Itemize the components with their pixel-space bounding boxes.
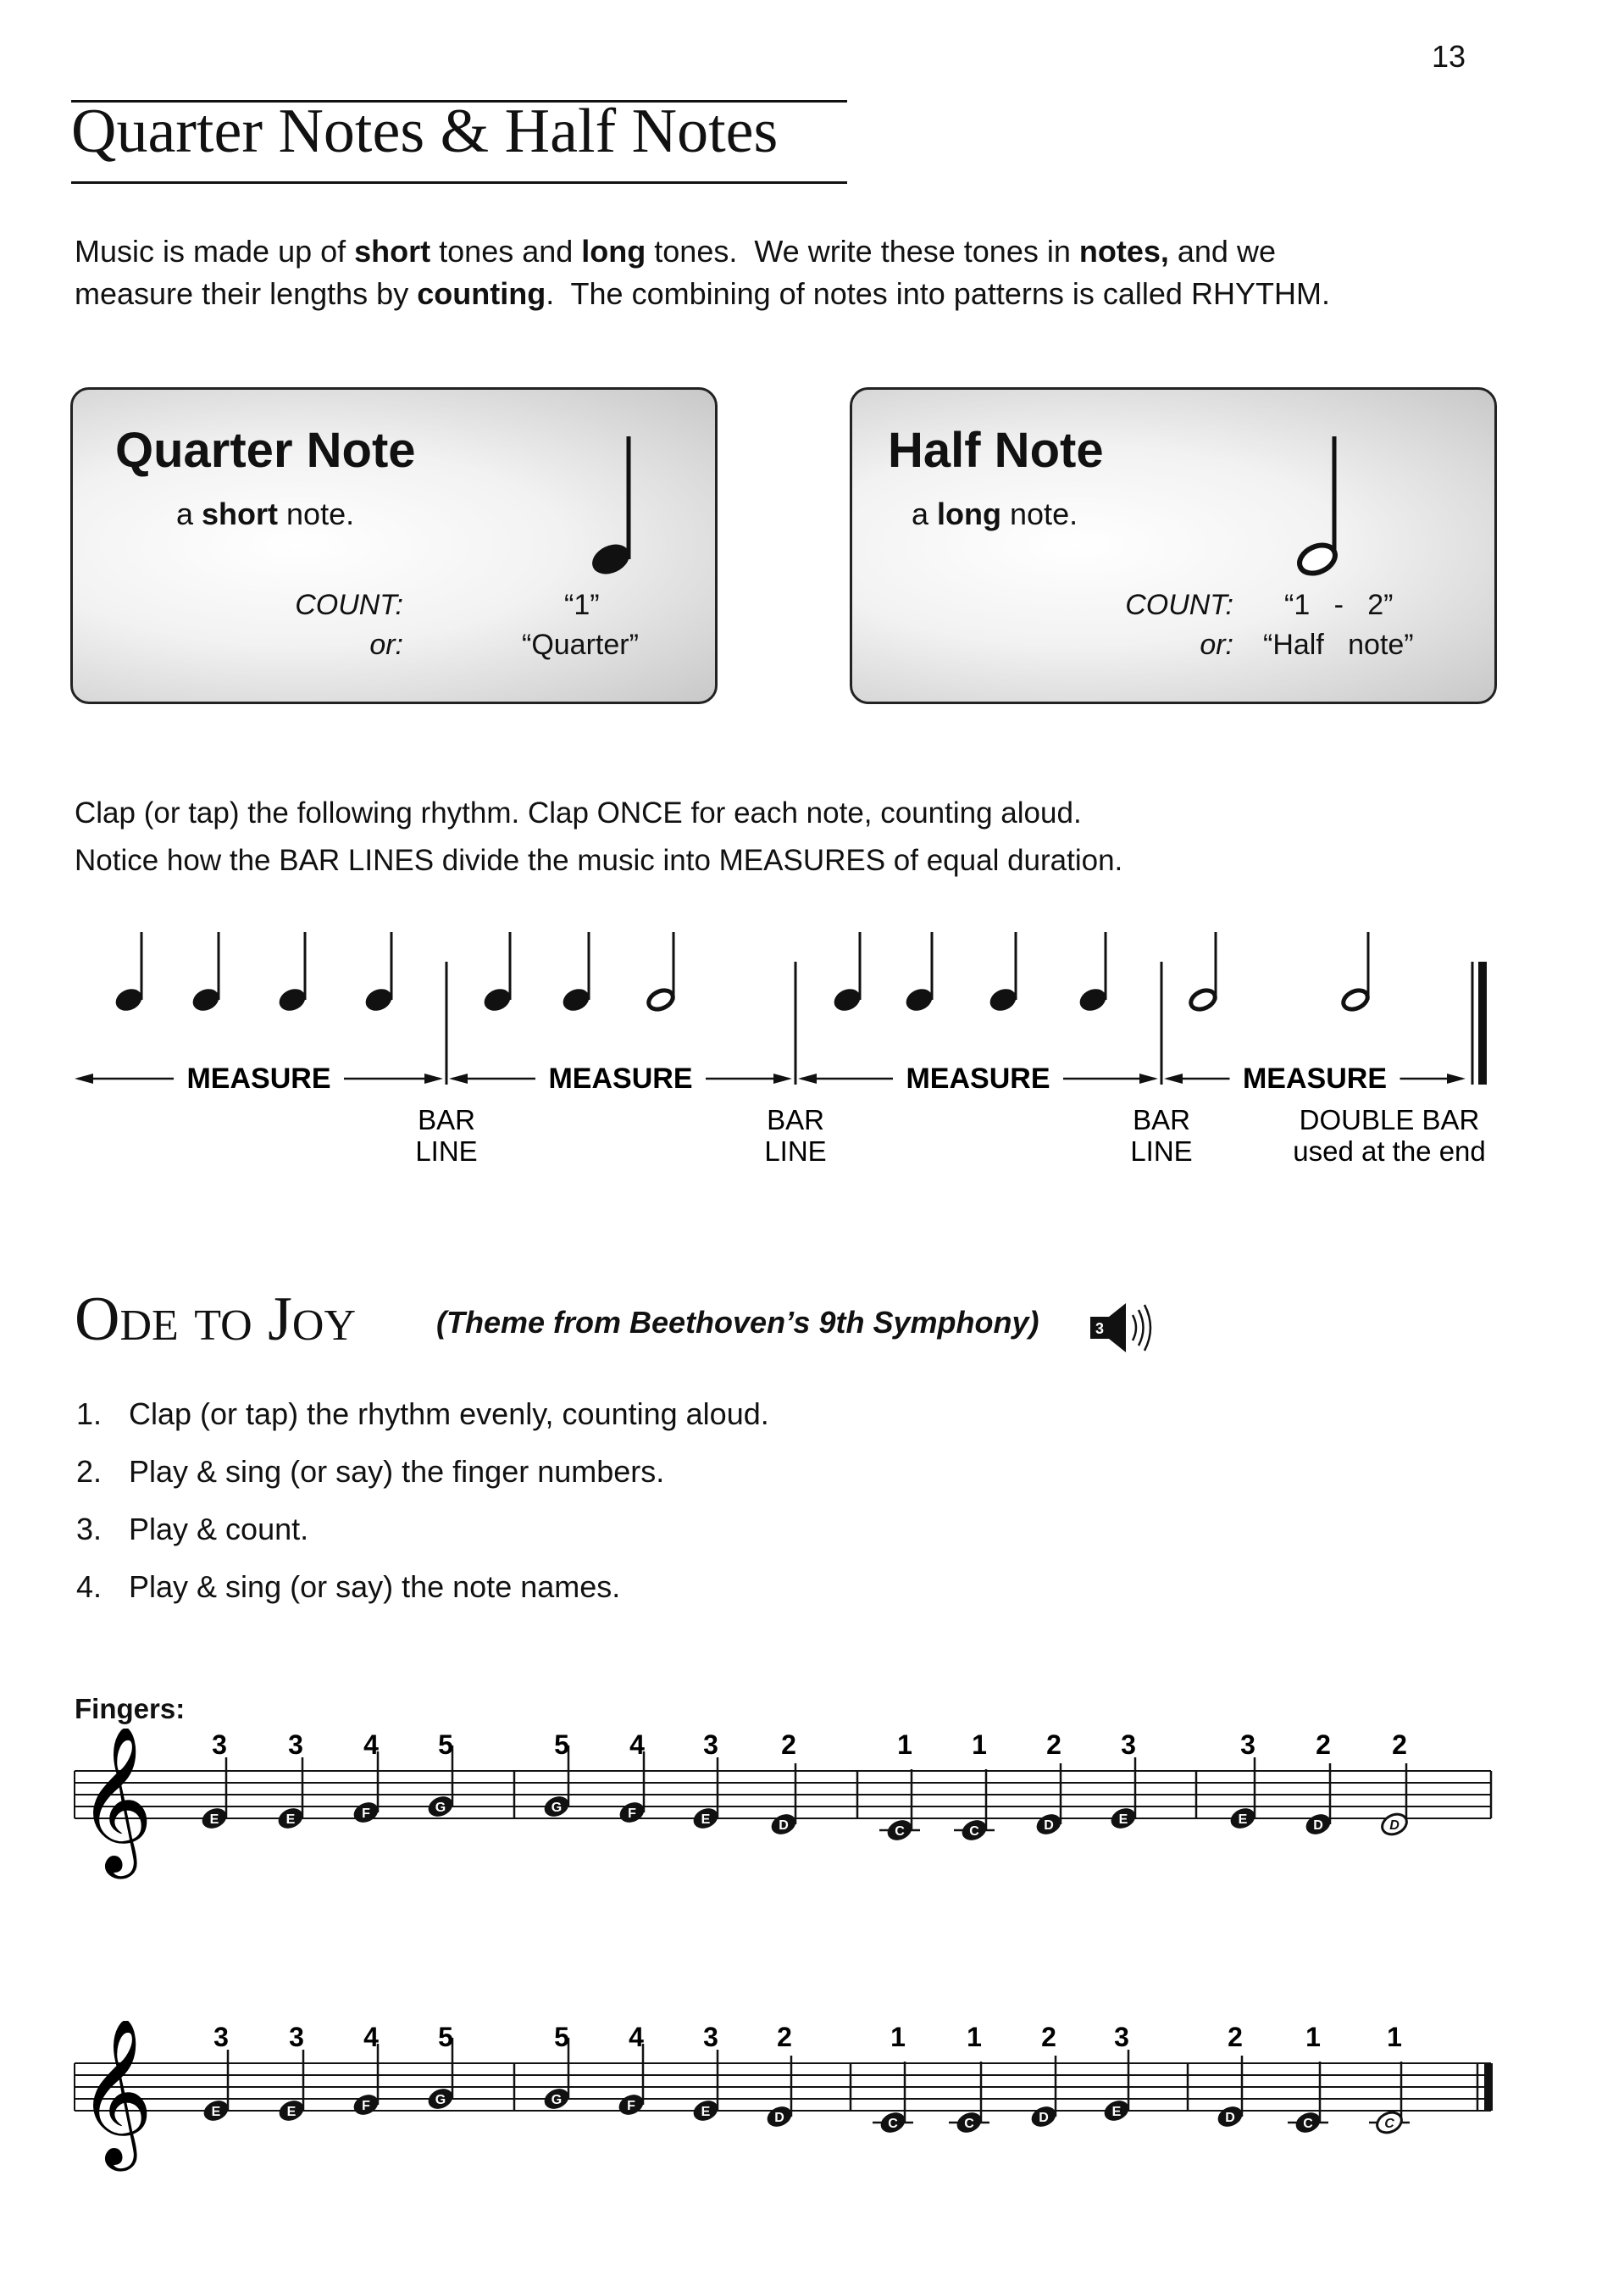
double-bar-label: used at the end (1293, 1135, 1486, 1167)
quarter-note (764, 2056, 795, 2130)
step-number: 3. (76, 1512, 103, 1546)
card-title: Half Note (888, 423, 1104, 478)
finger-number: 1 (1305, 2022, 1321, 2052)
bar-line-label: BAR (767, 1104, 824, 1135)
bar-line-label: BAR (418, 1104, 475, 1135)
note-name: F (362, 2099, 370, 2113)
clap-line-2: Notice how the BAR LINES divide the music into MEASURES of equal duration. (75, 844, 1123, 877)
note-name: C (895, 1824, 905, 1839)
finger-number: 3 (1240, 1729, 1255, 1760)
step-item (76, 1396, 769, 1454)
ode-title: Ode to Joy (75, 1285, 357, 1354)
quarter-note-icon (573, 432, 649, 585)
intro-line-1 (75, 230, 1515, 273)
rhythm-diagram (0, 924, 1624, 1195)
count-value: “1” (564, 589, 600, 621)
step-text: Play & sing (or say) the note names. (129, 1569, 621, 1604)
finger-number: 1 (1387, 2022, 1402, 2052)
quarter-note (351, 1751, 381, 1826)
note-name: F (362, 1806, 370, 1821)
finger-number: 2 (1228, 2022, 1243, 2052)
finger-number: 2 (781, 1729, 796, 1760)
note-name: G (435, 2093, 446, 2107)
finger-number: 3 (1121, 1729, 1136, 1760)
finger-number: 5 (438, 2022, 453, 2052)
half-note (1188, 932, 1218, 1013)
staff-line-1 (0, 1729, 1624, 1932)
step-text: Play & sing (or say) the finger numbers. (129, 1454, 665, 1489)
finger-number: 5 (438, 1729, 453, 1760)
note-name: C (964, 2117, 974, 2131)
quarter-note (1215, 2056, 1245, 2130)
measure-label: MEASURE (906, 1063, 1050, 1095)
intro-paragraph (75, 230, 1515, 315)
quarter-note-card (70, 387, 718, 704)
sub-text: note. (1001, 497, 1078, 531)
finger-number: 5 (554, 1729, 569, 1760)
sub-text: a (176, 497, 202, 531)
quarter-note (275, 932, 308, 1015)
ode-subtitle[interactable]: (Theme from Beethoven’s 9th Symphony) (436, 1305, 1039, 1340)
half-note (1379, 1763, 1410, 1838)
card-subtitle (176, 497, 354, 532)
quarter-note (1303, 1763, 1333, 1838)
step-number: 4. (76, 1569, 103, 1604)
sub-text: note. (278, 497, 355, 531)
sub-bold: long (937, 497, 1002, 531)
note-name: E (285, 1812, 296, 1827)
bar-line-label: LINE (1130, 1135, 1193, 1167)
half-note (646, 932, 676, 1013)
step-text: Clap (or tap) the rhythm evenly, counting aloud. (129, 1396, 769, 1431)
quarter-note (189, 932, 222, 1015)
finger-number: 3 (703, 1729, 718, 1760)
quarter-note (351, 2044, 381, 2118)
finger-number: 4 (363, 1729, 379, 1760)
final-bar-thick (1484, 2063, 1493, 2111)
bar-line-label: BAR (1133, 1104, 1190, 1135)
note-name: E (211, 2105, 221, 2119)
bar-line-label: LINE (764, 1135, 827, 1167)
title-bottom-rule (71, 181, 847, 184)
quarter-note (830, 932, 863, 1015)
step-item (76, 1512, 769, 1569)
step-number: 1. (76, 1396, 103, 1431)
clap-line-1: Clap (or tap) the following rhythm. Clap ONCE for each note, counting aloud. (75, 796, 1082, 830)
note-name: E (286, 2105, 297, 2119)
sub-text: a (912, 497, 938, 531)
fingers-label: Fingers: (75, 1693, 186, 1724)
step-item (76, 1569, 769, 1627)
quarter-note (480, 932, 513, 1015)
finger-number: 1 (967, 2022, 982, 2052)
finger-number: 3 (289, 2022, 304, 2052)
quarter-note (1028, 2056, 1059, 2130)
measure-label: MEASURE (1242, 1063, 1388, 1095)
half-note-card (850, 387, 1497, 704)
finger-number: 5 (554, 2022, 569, 2052)
note-name: D (1389, 1818, 1400, 1833)
quarter-note (362, 932, 395, 1015)
intro-text: and we (1168, 234, 1276, 269)
step-text: Play & count. (129, 1512, 309, 1546)
note-name: E (1118, 1812, 1128, 1827)
quarter-note (768, 1763, 799, 1838)
finger-number: 3 (212, 1729, 227, 1760)
intro-text: Music is made up of (75, 234, 355, 269)
or-value: “Quarter” (522, 629, 639, 661)
note-name: C (1384, 2117, 1394, 2131)
note-name: G (551, 2093, 563, 2107)
finger-number: 4 (629, 2022, 644, 2052)
count-value: “1 - 2” (1284, 589, 1394, 621)
finger-number: 4 (629, 1729, 645, 1760)
intro-bold-text: counting (417, 276, 546, 311)
note-name: E (701, 2105, 711, 2119)
finger-number: 2 (1316, 1729, 1331, 1760)
card-title: Quarter Note (115, 423, 416, 478)
note-name: D (1225, 2111, 1235, 2125)
finger-number: 2 (777, 2022, 792, 2052)
finger-number: 1 (890, 2022, 906, 2052)
note-name: C (1303, 2117, 1313, 2131)
step-number: 2. (76, 1454, 103, 1489)
clap-instructions (75, 790, 1515, 885)
count-label: COUNT: (1125, 589, 1233, 621)
track-number: 3 (1095, 1320, 1105, 1337)
note-name: D (774, 2111, 784, 2125)
measure-label: MEASURE (186, 1063, 331, 1095)
intro-text: tones. We write these tones in (646, 234, 1079, 269)
quarter-note (986, 932, 1019, 1015)
half-note-icon (1280, 432, 1356, 585)
finger-number: 2 (1041, 2022, 1056, 2052)
sub-bold: short (202, 497, 279, 531)
note-name: G (435, 1801, 446, 1815)
finger-number: 3 (1114, 2022, 1129, 2052)
note-name: E (209, 1812, 219, 1827)
note-name: D (1039, 2111, 1049, 2125)
finger-number: 1 (972, 1729, 987, 1760)
intro-bold-text: notes, (1078, 234, 1169, 269)
page-number: 13 (1432, 39, 1466, 74)
note-name: F (628, 1806, 636, 1821)
note-name: E (701, 1812, 711, 1827)
note-name: C (969, 1824, 979, 1839)
or-label: or: (1200, 629, 1233, 661)
note-name: D (1044, 1818, 1054, 1833)
note-name: D (779, 1818, 789, 1833)
note-name: E (1111, 2105, 1122, 2119)
treble-clef-icon: 𝄞 (78, 1729, 153, 1873)
intro-line-2 (75, 273, 1515, 315)
quarter-note (559, 932, 592, 1015)
finger-number: 1 (897, 1729, 912, 1760)
finger-number: 2 (1392, 1729, 1407, 1760)
note-name: E (1238, 1812, 1248, 1827)
measure-label: MEASURE (548, 1063, 693, 1095)
treble-clef-icon: 𝄞 (78, 2021, 153, 2165)
double-bar-thick (1478, 962, 1487, 1085)
note-name: F (627, 2099, 635, 2113)
intro-bold-text: long (581, 234, 646, 269)
quarter-note (112, 932, 145, 1015)
quarter-note (616, 2044, 646, 2118)
note-name: D (1313, 1818, 1323, 1833)
finger-number: 3 (703, 2022, 718, 2052)
finger-number: 2 (1046, 1729, 1061, 1760)
ode-steps (76, 1396, 769, 1627)
step-item (76, 1454, 769, 1512)
or-value: “Half note” (1263, 629, 1414, 661)
or-label: or: (369, 629, 403, 661)
quarter-note (1076, 932, 1109, 1015)
quarter-note (1034, 1763, 1064, 1838)
quarter-note (617, 1751, 647, 1826)
count-label: COUNT: (295, 589, 403, 621)
finger-number: 4 (363, 2022, 379, 2052)
card-subtitle (912, 497, 1078, 532)
note-name: C (888, 2117, 898, 2131)
audio-speaker-icon[interactable] (1089, 1298, 1165, 1357)
finger-number: 3 (213, 2022, 229, 2052)
staff-line-2 (0, 2021, 1624, 2224)
half-note (1340, 932, 1371, 1013)
intro-bold-text: short (354, 234, 431, 269)
double-bar-label: DOUBLE BAR (1299, 1104, 1480, 1135)
intro-text: . The combining of notes into patterns is called RHYTHM. (546, 276, 1330, 311)
finger-number: 3 (288, 1729, 303, 1760)
note-name: G (551, 1801, 563, 1815)
quarter-note (902, 932, 935, 1015)
intro-text: tones and (430, 234, 582, 269)
page-title: Quarter Notes & Half Notes (71, 97, 779, 166)
bar-line-label: LINE (415, 1135, 478, 1167)
intro-text: measure their lengths by (75, 276, 418, 311)
